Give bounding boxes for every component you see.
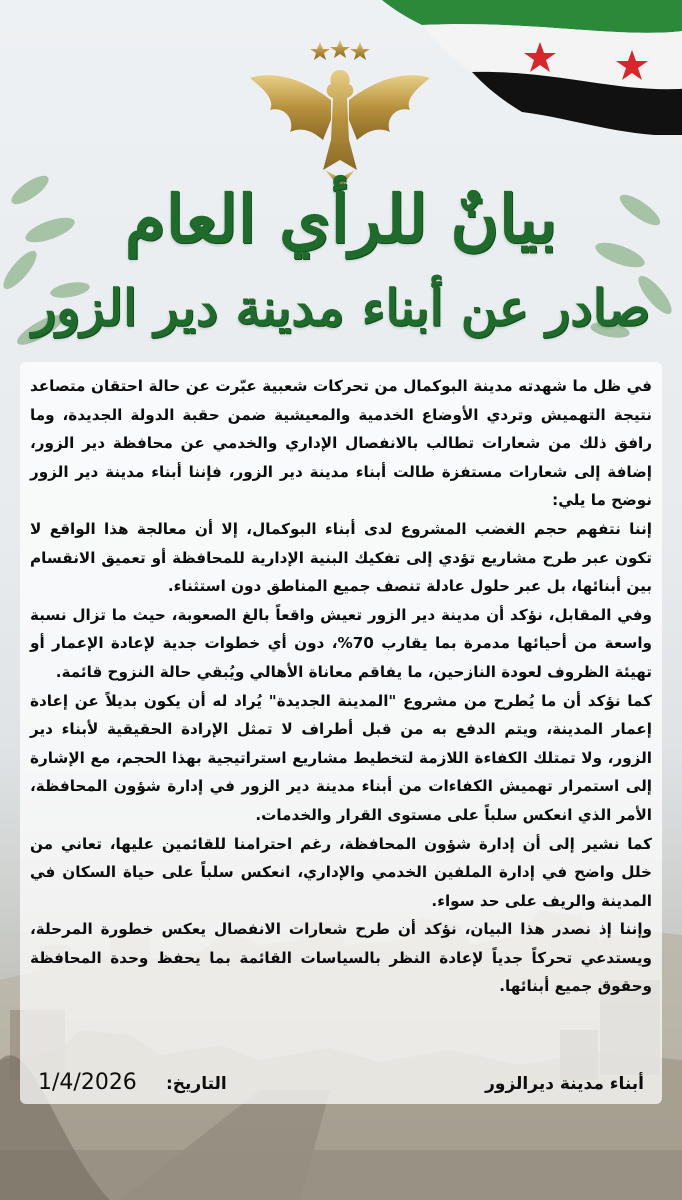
- statement-paragraph: وإننا إذ نصدر هذا البيان، نؤكد أن طرح شعارات الانفصال يعكس خطورة المرحلة، ويستدعي تحركاً جدياً لإعادة النظر بالسياسات القائمة بما يحفظ وحدة المحافظة وحقوق جميع أبنائها.: [30, 920, 652, 996]
- statement-body: [30, 372, 652, 1001]
- statement-paragraph: وفي المقابل، نؤكد أن مدينة دير الزور تعيش واقعاً بالغ الصعوبة، حيث ما تزال نسبة واسعة من أحيائها مدمرة بما يقارب 70%، دون أي خطوات جدية لإعادة الإعمار أو تهيئة الظروف لعودة النازحين، ما يفاقم معاناة الأهالي ويُبقي حالة النزوح قائمة.: [30, 605, 652, 681]
- statement-title: بيانٌ للرأي العام: [124, 180, 558, 258]
- golden-eagle-emblem: [245, 40, 435, 190]
- date-label: التاريخ:: [166, 1074, 227, 1094]
- statement-paragraph: في ظل ما شهدته مدينة البوكمال من تحركات شعبية عبّرت عن حالة احتقان متصاعد نتيجة التهميش وتردي الأوضاع الخدمية والمعيشية ضمن حقبة الدولة الجديدة، وما رافق ذلك من شعارات تطالب بالانفصال الإداري والخدمي عن محافظة دير الزور، إضافة إلى شعارات مستفزة طالت أبناء مدينة دير الزور، فإننا أبناء مدينة دير الزور نوضح ما يلي:: [30, 377, 652, 510]
- statement-paragraph: كما نشير إلى أن إدارة شؤون المحافظة، رغم احترامنا للقائمين عليها، تعاني من خلل واضح في إدارة الملفين الخدمي والإداري، انعكس سلباً على حياة السكان في المدينة والريف على حد سواء.: [30, 834, 652, 910]
- issuer-signature: أبناء مدينة ديرالزور: [485, 1074, 644, 1094]
- statement-subtitle: صادر عن أبناء مدينة دير الزور: [31, 278, 651, 337]
- statement-footer: [38, 1070, 644, 1102]
- emblem-star-icon: [350, 42, 370, 60]
- statement-paragraph: إننا نتفهم حجم الغضب المشروع لدى أبناء البوكمال، إلا أن معالجة هذا الواقع لا تكون عبر طرح مشاريع تؤدي إلى تفكيك البنية الإدارية للمحافظة أو تعميق الانقسام بين أبنائها، بل عبر حلول عادلة تنصف جميع المناطق دون استثناء.: [30, 519, 652, 596]
- date-value: 1/4/2026: [38, 1070, 137, 1095]
- emblem-star-icon: [310, 42, 330, 60]
- statement-paragraph: كما نؤكد أن ما يُطرح من مشروع "المدينة الجديدة" يُراد له أن يكون بديلاً عن إعادة إعمار المدينة، ويتم الدفع به من قبل أطراف لا تمثل الإرادة الحقيقية لأبناء دير الزور، ولا تمتلك الكفاءة اللازمة لتخطيط مشاريع استراتيجية بهذا الحجم، مع الإشارة إلى استمرار تهميش الكفاءات من أبناء مدينة دير الزور في إدارة شؤون المحافظة، الأمر الذي انعكس سلباً على مستوى القرار والخدمات.: [30, 691, 652, 824]
- emblem-star-icon: [330, 40, 350, 58]
